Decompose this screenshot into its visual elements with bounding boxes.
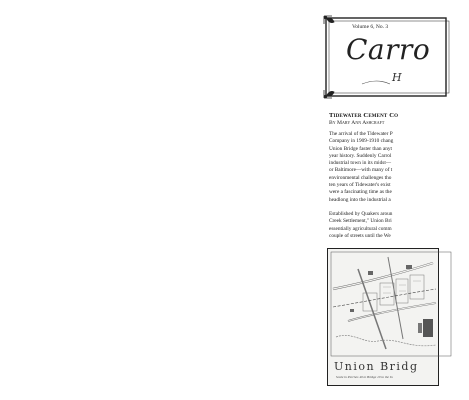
historic-map-figure: [327, 248, 439, 386]
text-line: year history. Suddenly Carrol: [329, 152, 392, 159]
text-line: or Baltimore—with many of t: [329, 167, 393, 174]
text-line: ten years of Tidewater's exist: [329, 182, 391, 189]
article-paragraph-2: [329, 211, 469, 240]
text-line: The arrival of the Tidewater P: [329, 131, 393, 137]
text-line: Creek Settlement," Union Bri: [329, 218, 392, 225]
article-paragraph-1: [329, 131, 469, 204]
article-byline: By Mary Ann Ashcraft: [329, 120, 385, 126]
text-line: industrial town in its midst—: [329, 160, 392, 167]
text-line: environmental challenges tho: [329, 174, 392, 181]
text-line: essentially agricultural comm: [329, 225, 392, 232]
masthead: [322, 14, 432, 100]
text-line: headlong into the industrial a: [329, 196, 391, 203]
map-title: Union Bridg: [334, 360, 419, 373]
article-title: Tidewater Cement Co: [329, 112, 399, 119]
text-line: Company in 1909-1910 chang: [329, 138, 394, 145]
masthead-subtitle: H: [392, 71, 402, 84]
map-caption: Scale in Perches 40 to Bridge 10 to the In: [336, 375, 393, 379]
text-line: Union Bridge faster than anyt: [329, 145, 392, 152]
volume-label: Volume 6, No. 3: [352, 24, 389, 30]
masthead-title: Carro: [346, 33, 431, 66]
text-line: Established by Quakers aroun: [329, 211, 393, 217]
text-line: were a fascinating time as the: [329, 189, 392, 196]
text-line: couple of streets until the We: [329, 232, 391, 239]
